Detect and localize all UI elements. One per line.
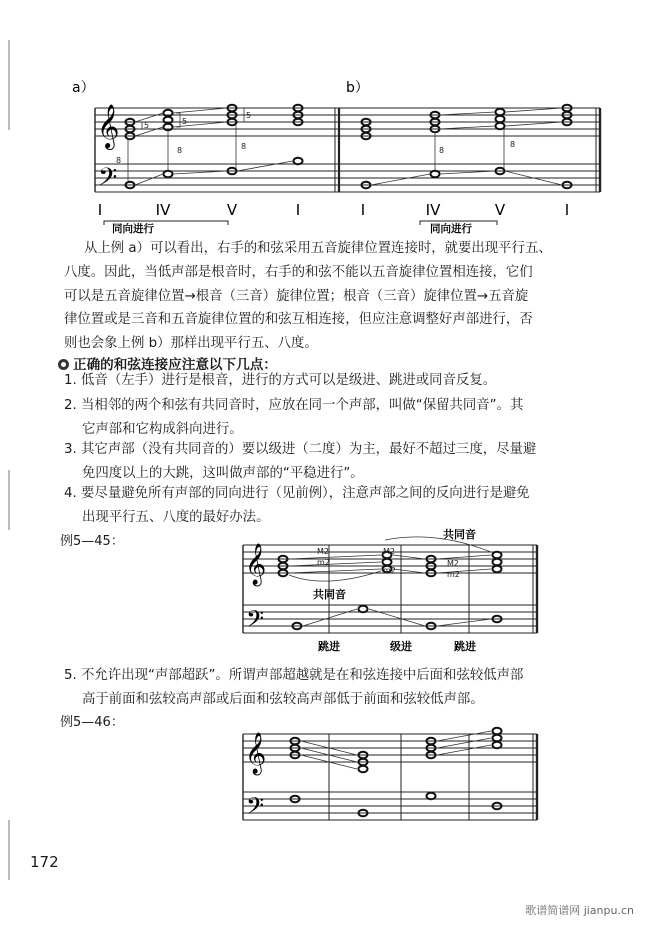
svg-text:I: I bbox=[97, 201, 103, 219]
bass-clef-icon: 𝄢 bbox=[98, 163, 118, 198]
music-example-46 bbox=[235, 720, 545, 832]
svg-text:5: 5 bbox=[246, 111, 252, 120]
rule-item-2: 2. 当相邻的两个和弦有共同音时，应放在同一个声部，叫做“保留共同音”。其 它声部和它构成斜向进行。 bbox=[64, 398, 524, 437]
svg-text:8: 8 bbox=[439, 146, 445, 155]
example-45-label: 例5—45： bbox=[60, 534, 124, 549]
chord-degree-labels bbox=[98, 201, 569, 219]
rule-item-4: 4. 要尽量避免所有声部的同向进行（见前例），注意声部之间的反向进行是避免 出现平行五、八度的最好办法。 bbox=[64, 486, 530, 525]
page-number: 172 bbox=[30, 853, 59, 871]
example-label-b: b） bbox=[346, 80, 369, 96]
svg-text:8: 8 bbox=[241, 142, 247, 151]
rules-heading: 正确的和弦连接应注意以下几点： bbox=[58, 353, 277, 373]
svg-text:级进: 级进 bbox=[390, 640, 412, 653]
music-example-top bbox=[60, 75, 620, 235]
svg-text:I: I bbox=[295, 201, 301, 219]
rule-item-3: 3. 其它声部（没有共同音的）要以级进（二度）为主，最好不超过三度，尽量避 免四度以上的大跳，这叫做声部的“平稳进行”。 bbox=[64, 442, 537, 481]
svg-text:IV: IV bbox=[155, 201, 171, 219]
bass-motion-labels bbox=[317, 639, 476, 653]
svg-text:V: V bbox=[494, 201, 506, 219]
intro-paragraph: 从上例 a）可以看出，右手的和弦采用五音旋律位置连接时，就要出现平行五、 八度。因此，当低声部是根音时，右手的和弦不能以五音旋律位置相连接，它们 可以是五音旋律位置→根音（三音）旋律位置；根音（三音）旋律位置→五音旋 律位置或是三音和五音旋律位置的和弦互相连接，但应注意调整好声部进行，否 则也会象上例 b）那样出现平行五、八度。 bbox=[64, 241, 552, 352]
svg-text:8: 8 bbox=[510, 140, 516, 149]
rule-item-5: 5. 不允许出现“声部超跃”。所谓声部超越就是在和弦连接中后面和弦较低声部 高于前面和弦较高声部或后面和弦较高声部低于前面和弦较低声部。 bbox=[64, 668, 524, 707]
svg-text:m2: m2 bbox=[383, 566, 396, 575]
svg-text:5: 5 bbox=[182, 117, 188, 126]
svg-text:5: 5 bbox=[144, 121, 150, 130]
bracket-label-a: 同向进行 bbox=[112, 223, 154, 235]
left-margin-mark bbox=[8, 470, 10, 530]
svg-text:I: I bbox=[360, 201, 366, 219]
music-example-45 bbox=[235, 525, 545, 653]
svg-text:V: V bbox=[226, 201, 238, 219]
svg-text:8: 8 bbox=[116, 156, 122, 165]
svg-text:I: I bbox=[564, 201, 570, 219]
bracket-label-b: 同向进行 bbox=[430, 223, 472, 235]
example-label-a: a） bbox=[72, 80, 95, 96]
barlines bbox=[95, 108, 600, 192]
svg-text:8: 8 bbox=[177, 146, 183, 155]
svg-text:IV: IV bbox=[425, 201, 441, 219]
rule-item-1: 1. 低音（左手）进行是根音，进行的方式可以是级进、跳进或同音反复。 bbox=[64, 373, 497, 388]
treble-clef-icon: 𝄞 bbox=[245, 544, 267, 585]
svg-text:m2: m2 bbox=[447, 570, 460, 579]
bass-staff bbox=[95, 164, 600, 192]
svg-text:M2: M2 bbox=[447, 559, 459, 568]
svg-text:M2: M2 bbox=[317, 547, 329, 556]
interval-marks bbox=[116, 111, 515, 165]
left-margin-mark bbox=[8, 820, 10, 880]
treble-clef-icon: 𝄞 bbox=[97, 104, 120, 148]
svg-text:m2: m2 bbox=[317, 558, 330, 567]
svg-text:M2: M2 bbox=[383, 547, 395, 556]
common-tone-label-low: 共同音 bbox=[313, 588, 346, 601]
treble-clef-icon: 𝄞 bbox=[245, 733, 267, 774]
svg-text:跳进: 跳进 bbox=[454, 640, 476, 653]
bass-clef-icon: 𝄢 bbox=[246, 605, 265, 638]
common-tone-label-top: 共同音 bbox=[443, 528, 476, 541]
svg-text:跳进: 跳进 bbox=[318, 640, 340, 653]
left-margin-mark bbox=[8, 40, 10, 130]
bass-clef-icon: 𝄢 bbox=[246, 792, 265, 825]
footer-watermark: 歌谱简谱网 jianpu.cn bbox=[525, 904, 634, 917]
example-46-label: 例5—46： bbox=[60, 715, 124, 730]
